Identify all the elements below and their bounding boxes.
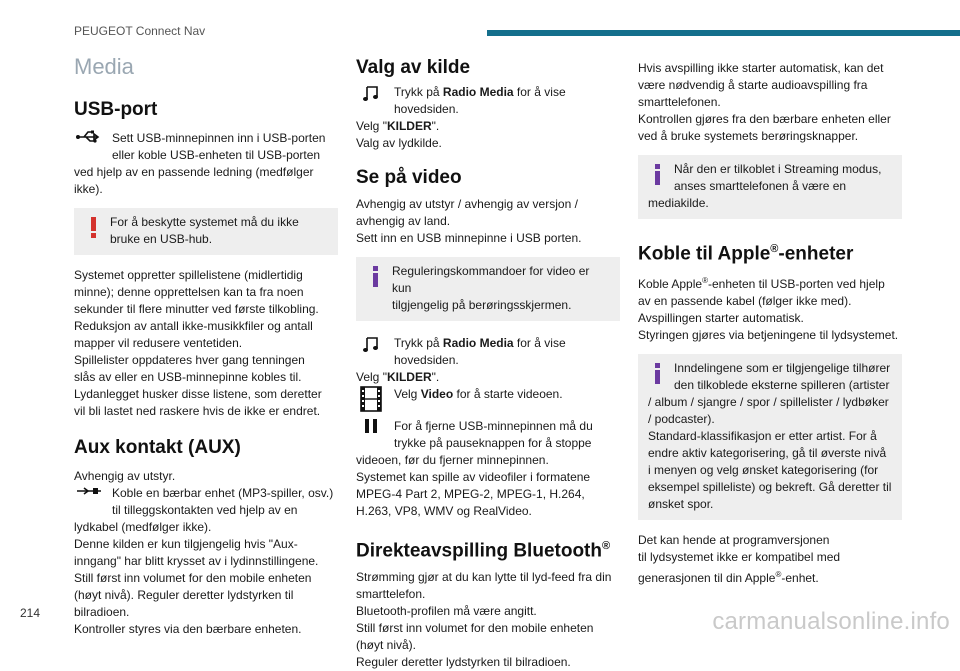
column-3 (638, 54, 902, 587)
page-number: 214 (20, 606, 41, 620)
press-text: Trykk på (394, 85, 443, 99)
video-intro (356, 196, 620, 247)
info-note-video (356, 257, 620, 321)
film-icon (356, 386, 386, 412)
streaming-intro-line: smarttelefonen. (638, 95, 721, 109)
apple-line1-pre: Koble Apple (638, 277, 703, 292)
aux-body-line: Kontroller styres via den bærbare enheten. (74, 622, 302, 636)
column-1 (74, 54, 338, 638)
usb-body (74, 267, 338, 420)
apple-compat-pre: generasjonen til din Apple (638, 571, 776, 586)
apple-note-line: / album / sjangre / spor / spillelister / lydbøker (648, 395, 889, 410)
apple-note-line: i menyen og velg ønsket kategorisering (for (648, 463, 879, 478)
heading-se-pa-video: Se på video (356, 167, 462, 188)
remove-line-a: For å fjerne USB-minnepinnen må du (394, 419, 593, 433)
aux-body-line: Still først inn volumet for den mobile enheten (74, 571, 312, 585)
aux-body-line: inngang" har blitt krysset av i lydinnstillingene. (74, 554, 319, 568)
apple-body (638, 272, 902, 344)
aux-body-line: Denne kilden er kun tilgjengelig hvis "Aux- (74, 537, 298, 551)
usb-body-line: slås av eller en USB-minnepinne kobles til. (74, 370, 302, 384)
kilder-label: KILDER (386, 370, 432, 384)
usb-intro-line-a: Sett USB-minnepinnen inn i USB-porten (112, 131, 326, 145)
aux-p1: Avhengig av utstyr. (74, 469, 176, 483)
registered-mark: ® (702, 276, 708, 286)
velg-text: Velg (394, 387, 421, 401)
apple-note-line: Inndelingene som er tilgjengelige tilhører (674, 361, 891, 376)
apple-heading-pre: Koble til Apple (638, 243, 771, 265)
video-body-line: videoen, før du fjerner minnepinnen. (356, 453, 549, 467)
bluetooth-body-line: Bluetooth-profilen må være angitt. (356, 604, 537, 619)
usb-body-line: sekunder til flere minutter ved første tilkobling. (74, 302, 319, 316)
bluetooth-body (356, 569, 620, 671)
bluetooth-body-line: Strømming gjør at du kan lytte til lyd-feed fra din (356, 570, 612, 585)
apple-note-line: Standard-klassifikasjon er etter artist. For å (648, 429, 877, 444)
music-note-icon (356, 84, 386, 102)
info-icon (650, 363, 666, 383)
video-body-line: MPEG-4 Part 2, MPEG-2, MPEG-1, H.264, (356, 487, 585, 501)
registered-mark: ® (770, 243, 779, 255)
aux-body-line: (høyt nivå). Reguler deretter lydstyrken til (74, 588, 294, 602)
streaming-intro-line: Kontrollen gjøres fra den bærbare enheten eller (638, 112, 891, 126)
apple-note-line: ønsket spor. (648, 497, 714, 512)
main-page-text: hovedsiden. (394, 353, 459, 367)
usb-body-line: mapper vil redusere ventetiden. (74, 336, 243, 350)
column-2 (356, 54, 620, 671)
heading-bluetooth-streaming (356, 534, 620, 563)
kilder-label: KILDER (386, 119, 432, 133)
video-body-line: Systemet kan spille av videofiler i formatene (356, 470, 591, 484)
apple-heading-post: -enheter (778, 243, 854, 265)
velg-close-text: ". (431, 119, 440, 133)
velg-open-text: Velg " (356, 370, 387, 384)
aux-item-line-b: til tilleggskontakten ved hjelp av en (112, 503, 298, 517)
apple-compat-line: til lydsystemet ikke er kompatibel med (638, 550, 841, 565)
choose-audio-source: Valg av lydkilde. (356, 136, 442, 150)
header-accent-bar (487, 30, 960, 36)
apple-note-line: den tilkoblede eksterne spilleren (artister (674, 378, 890, 393)
press-text: Trykk på (394, 336, 443, 350)
warning-note-usb-hub (74, 208, 338, 255)
apple-compat-line (638, 566, 902, 587)
aux-body-line: lydkabel (medfølger ikke). (74, 520, 212, 534)
video-select-item (356, 386, 620, 412)
apple-compat-line: Det kan hende at programversjonen (638, 533, 830, 548)
remove-line-b: trykke på pauseknappen for å stoppe (394, 436, 592, 450)
video-intro-line: Avhengig av utstyr / avhengig av versjon / (356, 197, 578, 211)
apple-body-line: av en passende kabel (følger ikke med). (638, 294, 852, 309)
heading-usb-port: USB-port (74, 99, 158, 120)
bluetooth-body-line: (høyt nivå). (356, 638, 417, 653)
usb-intro-line-c: ved hjelp av en passende ledning (medfølger (74, 165, 314, 179)
apple-compat-post: -enhet. (781, 571, 819, 586)
streaming-intro-line: være nødvendig å starte audioavspilling fra (638, 78, 868, 92)
heading-aux: Aux kontakt (AUX) (74, 437, 241, 458)
heading-apple (638, 237, 902, 266)
apple-line1-post: -enheten til USB-porten ved hjelp (707, 277, 885, 292)
velg-open-text: Velg " (356, 119, 387, 133)
music-note-icon (356, 335, 386, 353)
info-icon (650, 164, 666, 184)
info-note-line: Når den er tilkoblet i Streaming modus, (674, 162, 882, 176)
streaming-intro-line: ved å bruke systemets berøringsknapper. (638, 129, 859, 143)
info-note-line: anses smarttelefonen å være en (674, 179, 847, 193)
video-body-line: H.263, VP8, WMV og RealVideo. (356, 504, 532, 518)
video-body (356, 452, 620, 520)
velg-close-text: ". (431, 370, 440, 384)
registered-mark: ® (775, 570, 782, 580)
warning-line-b: bruke en USB-hub. (110, 232, 213, 246)
registered-mark: ® (601, 540, 611, 552)
info-note-line-b: tilgjengelig på berøringsskjermen. (392, 298, 572, 312)
usb-body-line: Lydanlegget husker disse listene, som deretter (74, 387, 322, 401)
warning-icon (86, 217, 102, 237)
apple-note-line: / podcaster). (648, 412, 715, 427)
aux-item (74, 485, 338, 519)
bluetooth-body-line: Still først inn volumet for den mobile enheten (356, 621, 594, 636)
usb-body-line: Systemet oppretter spillelistene (midlertidig (74, 268, 303, 282)
radio-media-label: Radio Media (442, 85, 514, 99)
info-note-apple (638, 354, 902, 520)
usb-body-line: minne); denne opprettelsen kan ta fra noen (74, 285, 304, 299)
apple-body-line (638, 272, 902, 293)
bluetooth-body-line: smarttelefon. (356, 587, 426, 602)
aux-item-line-a: Koble en bærbar enhet (MP3-spiller, osv.) (112, 486, 334, 500)
usb-body-line: Spillelister oppdateres hver gang tenningen (74, 353, 305, 367)
info-icon (368, 266, 384, 286)
to-show-text: for å vise (513, 336, 566, 350)
usb-body-line: vil bli lastet ned raskere hvis de ikke er endret. (74, 404, 321, 418)
main-page-text: hovedsiden. (394, 102, 459, 116)
info-note-line: mediakilde. (648, 196, 709, 210)
video-press-item (356, 335, 620, 369)
heading-valg-av-kilde: Valg av kilde (356, 57, 471, 78)
aux-body-line: bilradioen. (74, 605, 130, 619)
info-note-line-a: Reguleringskommandoer for video er kun (392, 264, 590, 295)
bluetooth-body-line: Reguler deretter lydstyrken til bilradioen. (356, 655, 571, 670)
pause-item (356, 418, 620, 452)
apple-body-line: Styringen gjøres via betjeningene til lydsystemet. (638, 328, 899, 343)
apple-compat (638, 532, 902, 587)
bluetooth-heading-text: Direkteavspilling Bluetooth (356, 540, 602, 562)
usb-icon (74, 130, 104, 144)
select-sources-line (356, 118, 620, 135)
jack-plug-icon (74, 485, 104, 497)
source-press-item (356, 84, 620, 118)
radio-media-label: Radio Media (442, 336, 514, 350)
warning-line-a: For å beskytte systemet må du ikke (110, 215, 299, 229)
usb-intro (74, 130, 338, 164)
video-intro-line: Sett inn en USB minnepinne i USB porten. (356, 231, 582, 245)
usb-body-line: Reduksjon av antall ikke-musikkfiler og antall (74, 319, 313, 333)
usb-intro-line-b: eller koble USB-enheten til USB-porten (112, 148, 321, 162)
select-sources-line (356, 369, 620, 386)
watermark: carmanualsonline.info (712, 608, 950, 635)
apple-note-line: endre aktiv kategorisering, gå til øverste nivå (648, 446, 887, 461)
apple-body-line: Avspillingen starter automatisk. (638, 311, 804, 326)
video-label: Video (420, 387, 454, 401)
to-show-text: for å vise (513, 85, 566, 99)
page-header-title: PEUGEOT Connect Nav (74, 24, 206, 38)
aux-body (74, 519, 338, 638)
pause-icon (356, 418, 386, 434)
info-note-streaming (638, 155, 902, 219)
streaming-intro-line: Hvis avspilling ikke starter automatisk, kan det (638, 61, 884, 75)
section-title-media: Media (74, 54, 134, 79)
usb-intro-line-d: ikke). (74, 182, 103, 196)
start-text: for å starte videoen. (453, 387, 563, 401)
streaming-intro (638, 60, 902, 145)
apple-note-line: eksempel spilleliste) og bekreft. Gå deretter til (648, 480, 892, 495)
video-intro-line: avhengig av land. (356, 214, 451, 228)
